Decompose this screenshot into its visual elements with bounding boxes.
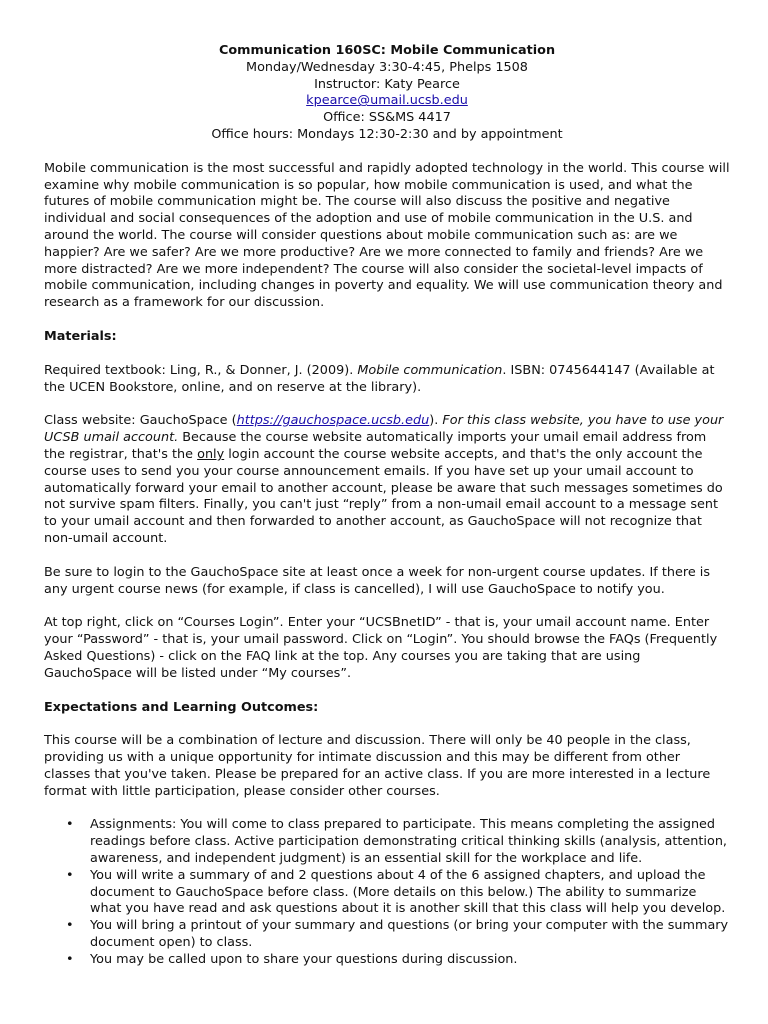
textbook-text-pre: Required textbook: Ling, R., & Donner, J. (2009). bbox=[44, 362, 358, 378]
textbook-title: Mobile communication bbox=[357, 362, 503, 378]
bullet-icon: • bbox=[66, 867, 74, 883]
bullet-icon: • bbox=[66, 918, 74, 934]
list-item bbox=[44, 817, 730, 867]
course-title: Communication 160SC: Mobile Communication bbox=[218, 43, 556, 58]
website-text-post1: Because the course website automatically imports your umail email address from the registrar, that's the bbox=[44, 430, 707, 462]
list-item-text: Assignments: You will come to class prepared to participate. This means completing the assigned readings before class. Active participation demonstrating critical thinking skills (analysis, attention, awareness, and independent judgment) is an essential skill for the workplace and life. bbox=[90, 817, 727, 867]
course-office: Office: SS&MS 4417 bbox=[323, 110, 451, 126]
website-text-mid: ). bbox=[429, 413, 443, 429]
website-only-emphasis: only bbox=[197, 446, 225, 462]
course-header bbox=[44, 43, 730, 144]
course-office-hours: Office hours: Mondays 12:30-2:30 and by appointment bbox=[211, 126, 563, 142]
expectations-list bbox=[44, 817, 730, 968]
textbook-text-post: . ISBN: 0745644147 (Available at the UCEN Bookstore, online, and on reserve at the library). bbox=[44, 362, 715, 395]
login-note-paragraph: Be sure to login to the GauchoSpace site at least once a week for non-urgent course updates. If there is any urgent course news (for example, if class is cancelled), I will use GauchoSpace to notify you. bbox=[44, 564, 711, 597]
website-text-post2: login account the course website accepts, and that's the only account the course uses to send you your course announcement emails. If you have set up your umail account to automatically forward your email to another account, please be aware that such messages sometimes do not survive spam filters. Finally, you can't just “reply” from a non-umail email account to a message sent to your umail account and then forwarded to another account, as GauchoSpace will not recognize that non-umail account. bbox=[44, 446, 723, 546]
bullet-icon: • bbox=[66, 951, 74, 967]
gauchospace-link[interactable]: https://gauchospace.ucsb.edu bbox=[236, 413, 430, 429]
list-item-text: You will write a summary of and 2 questions about 4 of the 6 assigned chapters, and upload the document to GauchoSpace before class. (More details on this below.) The ability to summarize what you have read and ask questions about it is another skill that this class will help you develop. bbox=[90, 867, 726, 917]
course-schedule: Monday/Wednesday 3:30-4:45, Phelps 1508 bbox=[246, 59, 528, 75]
list-item bbox=[44, 952, 730, 969]
website-paragraph bbox=[44, 413, 730, 547]
bullet-icon: • bbox=[66, 817, 74, 833]
expectations-intro: This course will be a combination of lecture and discussion. There will only be 40 people in the class, providing us with a unique opportunity for intimate discussion and this may be different from other classes that you've taken. Please be prepared for an active class. If you are more interested in a lecture format with little participation, please consider other courses. bbox=[44, 733, 711, 799]
materials-heading: Materials: bbox=[44, 328, 117, 344]
list-item bbox=[44, 868, 730, 918]
website-umail-note: For this class website, you have to use your UCSB umail account. bbox=[44, 413, 724, 446]
list-item-text: You may be called upon to share your questions during discussion. bbox=[90, 951, 518, 967]
course-instructor: Instructor: Katy Pearce bbox=[314, 76, 460, 92]
textbook-paragraph bbox=[44, 363, 730, 397]
syllabus-page bbox=[44, 43, 730, 969]
course-description: Mobile communication is the most successful and rapidly adopted technology in the world. This course will examine why mobile communication is so popular, how mobile communication is used, and what the futures of mobile communication might be. The course will also discuss the positive and negative individual and social consequences of the adoption and use of mobile communication in the U.S. and around the world. The course will consider questions about mobile communication such as: are we happier? Are we safer? Are we more productive? Are we more connected to family and friends? Are we more distracted? Are we more independent? The course will also consider the societal-level impacts of mobile communication, including changes in poverty and equality. We will use communication theory and research as a framework for our discussion. bbox=[44, 160, 730, 311]
expectations-heading: Expectations and Learning Outcomes: bbox=[44, 699, 319, 715]
list-item-text: You will bring a printout of your summary and questions (or bring your computer with the summary document open) to class. bbox=[90, 918, 729, 951]
list-item bbox=[44, 918, 730, 952]
instructor-email-link[interactable]: kpearce@umail.ucsb.edu bbox=[306, 93, 468, 109]
login-instructions-paragraph: At top right, click on “Courses Login”. Enter your “UCSBnetID” - that is, your umail account name. Enter your “Password” - that is, your umail password. Click on “Login”. You should browse the FAQs (Frequently Asked Questions) - click on the FAQ link at the top. Any courses you are taking that are using GauchoSpace will be listed under “My courses”. bbox=[44, 615, 718, 681]
website-text-pre: Class website: GauchoSpace ( bbox=[44, 413, 237, 429]
